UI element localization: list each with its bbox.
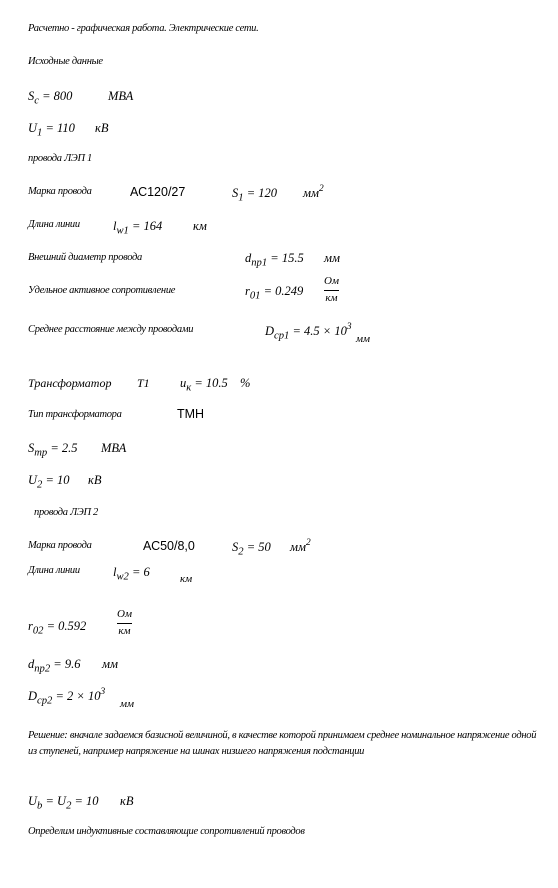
unit-u2: кВ <box>88 473 102 487</box>
unit-str: МВА <box>101 441 127 455</box>
unit-sc: МВА <box>108 89 134 103</box>
formula-sc: $S_c = 800$ <box>28 89 73 107</box>
line2-wire-label: Марка провода <box>28 540 92 551</box>
initial-data-heading: Исходные данные <box>28 56 103 67</box>
formula-r01: $r_{01} = 0.249$ <box>245 284 304 302</box>
unit-s2: $мм^2$ <box>290 537 311 554</box>
document-title: Расчетно - графическая работа. Электрические сети. <box>28 23 259 34</box>
line1-heading: провода ЛЭП 1 <box>28 153 93 164</box>
unit-lw1: км <box>193 219 207 233</box>
fraction-r02-unit: Ом км <box>117 608 132 637</box>
unit-dcp2: мм <box>120 698 135 710</box>
formula-u1: $U_1 = 110$ <box>28 121 75 139</box>
fraction-r01-unit: Ом км <box>324 275 339 304</box>
line1-distance-label: Среднее расстояние между проводами <box>28 324 194 335</box>
formula-dpr1: $d_{пр1} = 15.5$ <box>245 251 304 269</box>
formula-lw2: $l_{w2} = 6$ <box>113 565 150 583</box>
line1-wire-label: Марка провода <box>28 186 92 197</box>
formula-dpr2: $d_{пр2} = 9.6$ <box>28 657 81 675</box>
line2-wire-type: АС50/8,0 <box>143 539 195 553</box>
transformer-type-label: Тип трансформатора <box>28 409 122 420</box>
line1-wire-type: АС120/27 <box>130 185 186 199</box>
unit-ub: кВ <box>120 794 134 808</box>
unit-lw2: км <box>180 573 193 585</box>
formula-lw1: $l_{w1} = 164$ <box>113 219 163 237</box>
transformer-name: T1 <box>137 376 150 390</box>
formula-str: $S_{тр} = 2.5$ <box>28 441 78 459</box>
line1-length-label: Длина линии <box>28 219 80 230</box>
unit-u1: кВ <box>95 121 109 135</box>
formula-s1: $S_1 = 120$ <box>232 186 277 204</box>
line2-heading: провода ЛЭП 2 <box>34 507 99 518</box>
line1-diameter-label: Внешний диаметр провода <box>28 252 142 263</box>
formula-ub: $U_b = U_2 = 10$ <box>28 794 99 812</box>
formula-uk: $u_к = 10.5$ <box>180 376 228 394</box>
formula-dcp2: $D_{ср2} = 2 \times 10^3$ <box>28 686 106 707</box>
transformer-type-value: ТМН <box>177 407 205 421</box>
formula-dcp1: $D_{ср1} = 4.5 \times 10^3$ <box>265 321 352 342</box>
unit-dpr2: мм <box>102 657 118 671</box>
unit-dcp1: мм <box>356 333 371 345</box>
transformer-label: Трансформатор <box>28 376 112 390</box>
formula-s2: $S_2 = 50$ <box>232 540 271 558</box>
final-text: Определим индуктивные составляющие сопротивлений проводов <box>28 826 305 837</box>
solution-paragraph: Решение: вначале задаемся базисной величиной, в качестве которой принимаем среднее номинальное напряжение одной из ступеней, например напряжение на шинах низшего напряжения подстанции <box>28 730 537 757</box>
line2-length-label: Длина линии <box>28 565 80 576</box>
unit-dpr1: мм <box>324 251 340 265</box>
formula-u2: $U_2 = 10$ <box>28 473 70 491</box>
unit-uk: % <box>240 376 251 390</box>
unit-s1: $мм^2$ <box>303 183 324 200</box>
formula-r02: $r_{02} = 0.592$ <box>28 619 87 637</box>
line1-resistance-label: Удельное активное сопротивление <box>28 285 176 296</box>
